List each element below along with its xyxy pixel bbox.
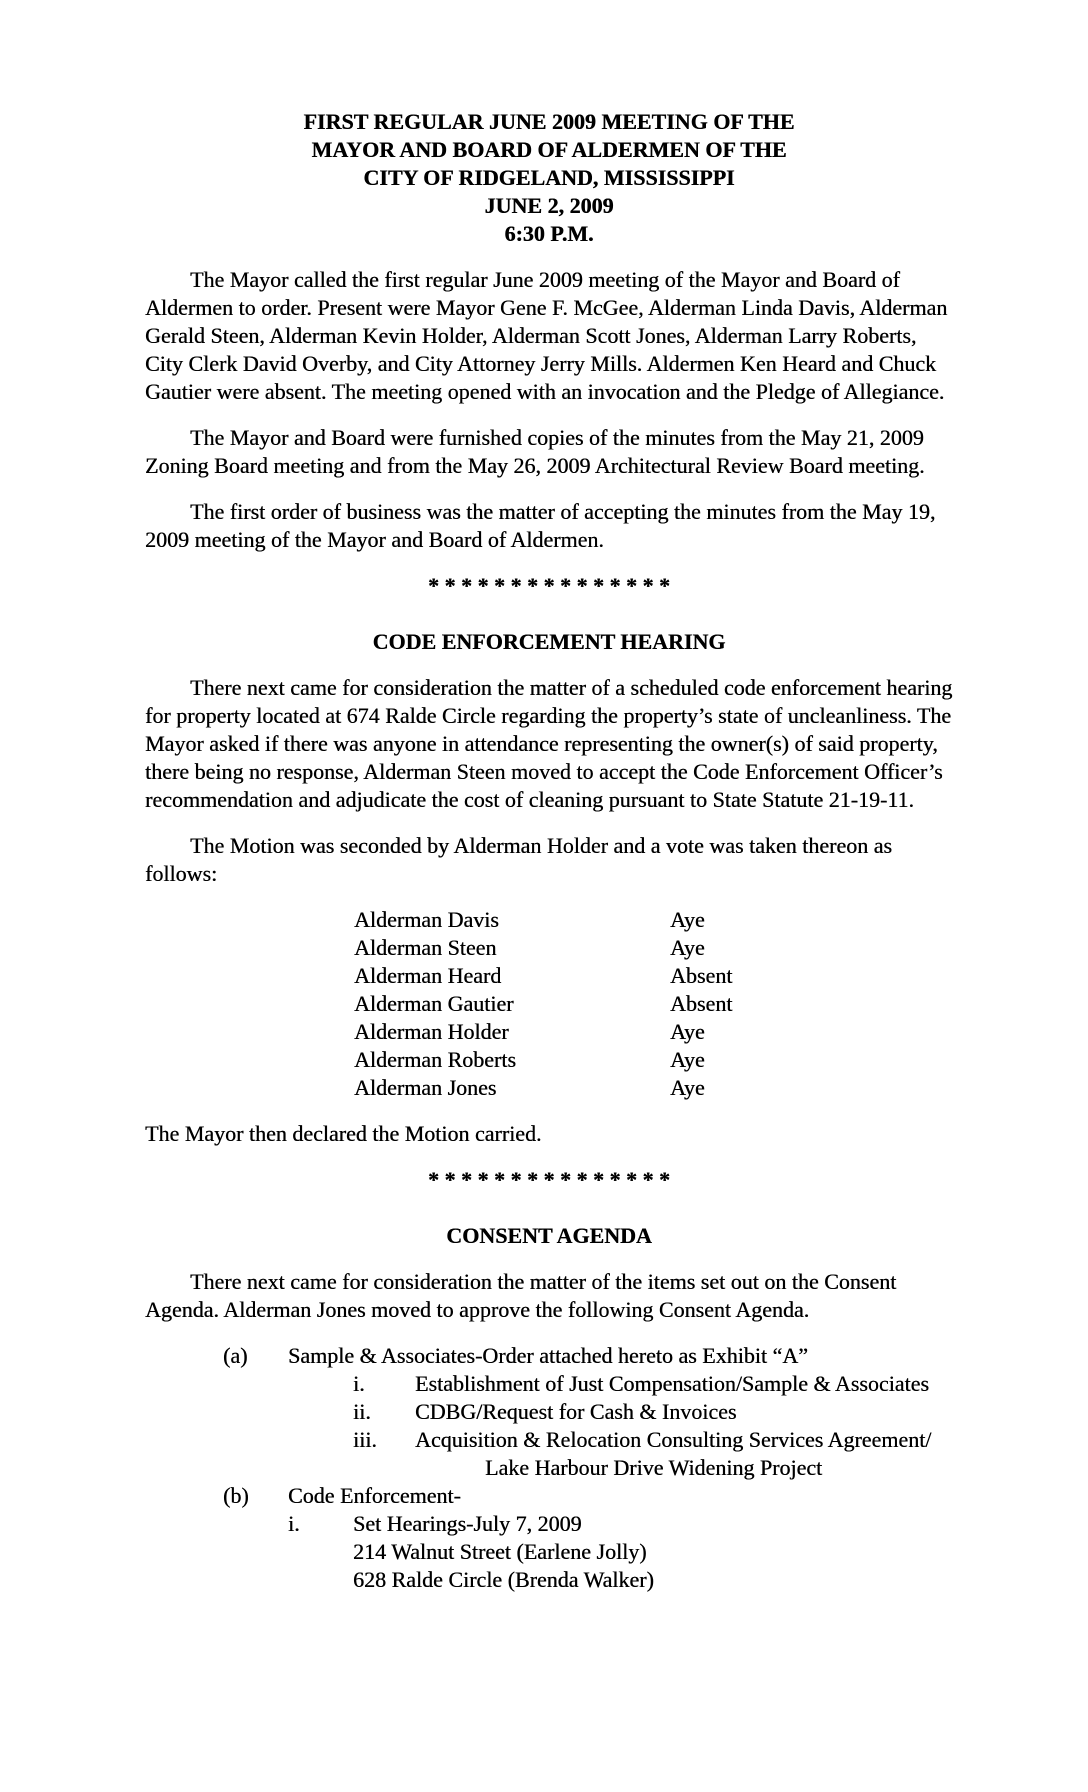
paragraph-motion-carried: The Mayor then declared the Motion carried. — [145, 1121, 542, 1146]
title-line-2: MAYOR AND BOARD OF ALDERMEN OF THE — [311, 137, 787, 162]
consent-item-a — [145, 1342, 953, 1370]
vote-row — [145, 906, 953, 934]
vote-value: Absent — [670, 963, 733, 988]
consent-subitem-a-iii-continuation: Lake Harbour Drive Widening Project — [485, 1455, 823, 1480]
consent-subitem-b-i — [145, 1510, 953, 1538]
vote-row — [145, 962, 953, 990]
section-heading-consent-agenda: CONSENT AGENDA — [446, 1223, 652, 1248]
consent-agenda-list — [145, 1342, 953, 1594]
consent-subitem-label: i. — [288, 1511, 300, 1536]
vote-value: Aye — [670, 1047, 705, 1072]
asterisk-separator: * * * * * * * * * * * * * * * — [428, 1167, 670, 1192]
vote-row — [145, 1074, 953, 1102]
paragraph-code-enforcement-body: There next came for consideration the matter of a scheduled code enforcement hearing for property located at 674 Ralde Circle regarding the property’s state of uncleanliness. The Mayor asked if there was anyone in attendance representing the owner(s) of said property, there being no response, Alderman Steen moved to accept the Code Enforcement Officer’s recommendation and adjudicate the cost of cleaning pursuant to State Statute 21-19-11. — [145, 675, 953, 812]
asterisk-separator: * * * * * * * * * * * * * * * — [428, 573, 670, 598]
title-line-1: FIRST REGULAR JUNE 2009 MEETING OF THE — [303, 109, 795, 134]
vote-row — [145, 1046, 953, 1074]
consent-subitem-label: ii. — [353, 1399, 371, 1424]
vote-name: Alderman Roberts — [354, 1047, 516, 1072]
paragraph-opening: The Mayor called the first regular June 2009 meeting of the Mayor and Board of Aldermen to order. Present were Mayor Gene F. McGee, Alderman Linda Davis, Alderman Gerald Steen, Alderman Kevin Holder, Alderman Scott Jones, Alderman Larry Roberts, City Clerk David Overby, and City Attorney Jerry Mills. Aldermen Ken Heard and Chuck Gautier were absent. The meeting opened with an invocation and the Pledge of Allegiance. — [145, 267, 948, 404]
vote-value: Aye — [670, 907, 705, 932]
vote-row — [145, 990, 953, 1018]
title-line-date: JUNE 2, 2009 — [484, 193, 614, 218]
page-title — [145, 108, 953, 248]
vote-name: Alderman Holder — [354, 1019, 509, 1044]
paragraph-minutes-furnished: The Mayor and Board were furnished copies of the minutes from the May 21, 2009 Zoning Board meeting and from the May 26, 2009 Architectural Review Board meeting. — [145, 425, 925, 478]
consent-item-b — [145, 1482, 953, 1510]
consent-subitem-a-ii — [145, 1398, 953, 1426]
consent-subitem-a-iii — [145, 1426, 953, 1454]
vote-value: Aye — [670, 935, 705, 960]
section-heading-code-enforcement: CODE ENFORCEMENT HEARING — [372, 629, 726, 654]
vote-row — [145, 934, 953, 962]
vote-row — [145, 1018, 953, 1046]
paragraph-motion-seconded: The Motion was seconded by Alderman Holder and a vote was taken thereon as follows: — [145, 833, 892, 886]
consent-subitem-label: i. — [353, 1371, 365, 1396]
vote-roll-call-table — [145, 906, 953, 1102]
title-line-time: 6:30 P.M. — [504, 221, 594, 246]
consent-item-text: Code Enforcement- — [288, 1483, 461, 1508]
paragraph-first-order: The first order of business was the matter of accepting the minutes from the May 19, 2009 meeting of the Mayor and Board of Aldermen. — [145, 499, 936, 552]
vote-value: Aye — [670, 1019, 705, 1044]
consent-subitem-text: Acquisition & Relocation Consulting Services Agreement/ — [415, 1427, 932, 1452]
consent-item-label: (a) — [223, 1343, 248, 1368]
consent-subitem-label: iii. — [353, 1427, 377, 1452]
consent-subitem-b-address-2: 628 Ralde Circle (Brenda Walker) — [353, 1567, 654, 1592]
vote-name: Alderman Davis — [354, 907, 499, 932]
consent-subitem-text: Set Hearings-July 7, 2009 — [353, 1511, 582, 1536]
consent-subitem-text: Establishment of Just Compensation/Sample & Associates — [415, 1371, 929, 1396]
vote-name: Alderman Heard — [354, 963, 502, 988]
consent-item-text: Sample & Associates-Order attached hereto as Exhibit “A” — [288, 1343, 808, 1368]
consent-item-label: (b) — [223, 1483, 249, 1508]
paragraph-consent-intro: There next came for consideration the matter of the items set out on the Consent Agenda. Alderman Jones moved to approve the following Consent Agenda. — [145, 1269, 897, 1322]
consent-subitem-b-address-1: 214 Walnut Street (Earlene Jolly) — [353, 1539, 647, 1564]
title-line-3: CITY OF RIDGELAND, MISSISSIPPI — [363, 165, 735, 190]
vote-name: Alderman Jones — [354, 1075, 497, 1100]
consent-subitem-text: CDBG/Request for Cash & Invoices — [415, 1399, 737, 1424]
vote-name: Alderman Gautier — [354, 991, 514, 1016]
vote-value: Absent — [670, 991, 733, 1016]
vote-value: Aye — [670, 1075, 705, 1100]
vote-name: Alderman Steen — [354, 935, 497, 960]
consent-subitem-a-i — [145, 1370, 953, 1398]
